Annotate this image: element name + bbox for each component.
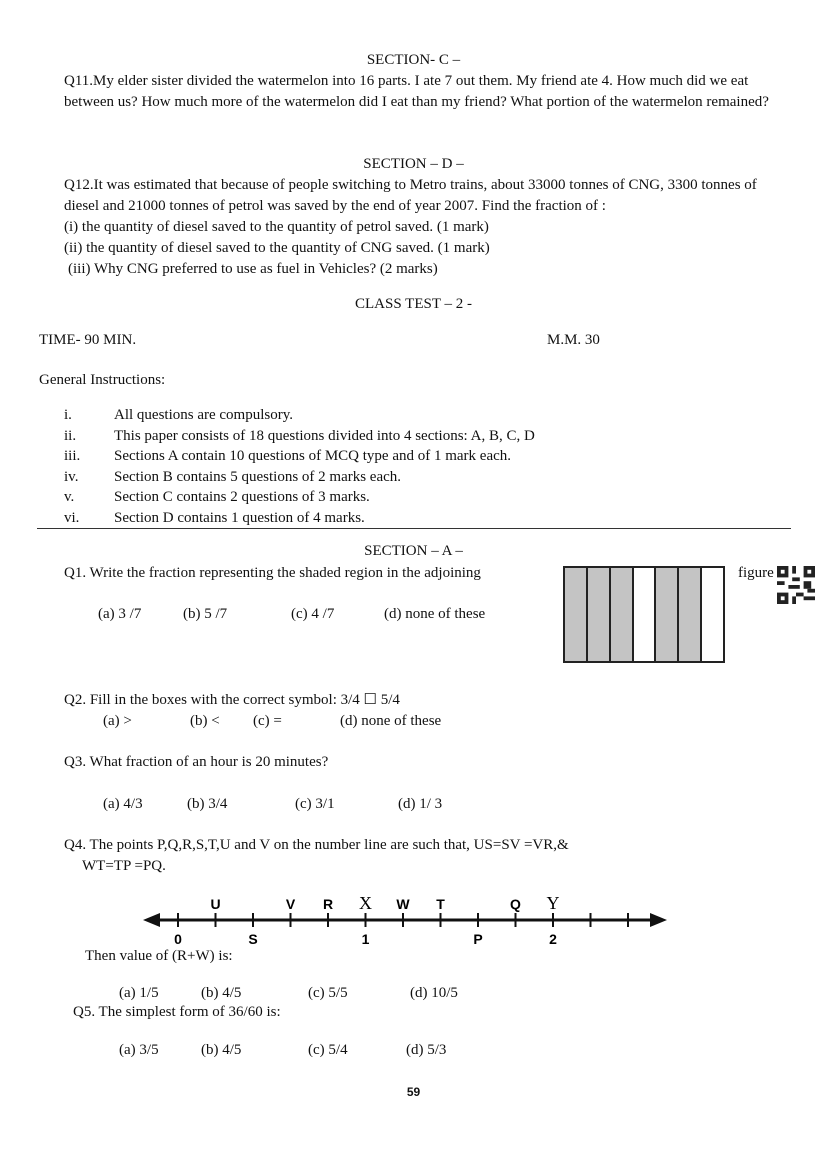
q3-text: Q3. What fraction of an hour is 20 minutes?: [64, 754, 329, 770]
q1-option-c: (c) 4 /7: [291, 606, 335, 622]
instruction-text: Section B contains 5 questions of 2 marks each.: [114, 469, 402, 485]
shaded-strip: [565, 568, 588, 661]
unshaded-strip: [634, 568, 657, 661]
q1-option-d: (d) none of these: [384, 606, 486, 622]
q3-option-a: (a) 4/3: [103, 796, 143, 812]
q5-option-a: (a) 3/5: [119, 1042, 159, 1058]
shaded-strip: [679, 568, 702, 661]
number-line-label: P: [473, 931, 483, 947]
instruction-number: iv.: [64, 469, 79, 485]
section-d-heading: SECTION – D –: [363, 156, 464, 172]
instruction-text: All questions are compulsory.: [114, 407, 293, 423]
q4-option-c: (c) 5/5: [308, 985, 348, 1001]
q1-option-b: (b) 5 /7: [183, 606, 228, 622]
section-c-heading: SECTION- C –: [366, 52, 461, 68]
q4-option-d: (d) 10/5: [410, 985, 458, 1001]
q4-prompt: Then value of (R+W) is:: [85, 948, 233, 964]
divider: [37, 528, 791, 529]
q11: Q11.My elder sister divided the watermelon into 16 parts. I ate 7 out them. My friend ate 4. How much did we eat between us? How much more of the watermelon did I eat than my friend? What portion of the watermelon remained?: [64, 73, 769, 110]
shaded-strip: [588, 568, 611, 661]
number-line-label: 1: [361, 931, 370, 947]
number-line-label: Q: [510, 896, 521, 912]
q4-text-line2: WT=TP =PQ.: [82, 858, 166, 874]
q3-option-c: (c) 3/1: [295, 796, 335, 812]
q2-text: Q2. Fill in the boxes with the correct symbol: 3/4 ☐ 5/4: [64, 692, 400, 708]
instruction-text: This paper consists of 18 questions divided into 4 sections: A, B, C, D: [114, 428, 535, 444]
number-line-label: U: [210, 896, 221, 912]
q4-option-b: (b) 4/5: [201, 985, 242, 1001]
number-line-label: X: [359, 893, 372, 913]
left-arrow-icon: [143, 913, 160, 927]
q12-part-1: (i) the quantity of diesel saved to the quantity of petrol saved. (1 mark): [64, 219, 489, 235]
q4-option-a: (a) 1/5: [119, 985, 159, 1001]
q3-option-b: (b) 3/4: [187, 796, 228, 812]
instruction-text: Section C contains 2 questions of 3 marks.: [114, 489, 370, 505]
number-line-label: W: [396, 896, 410, 912]
q3-option-d: (d) 1/ 3: [398, 796, 443, 812]
shaded-fraction-figure: [563, 566, 725, 663]
shaded-strip: [656, 568, 679, 661]
q5-option-d: (d) 5/3: [406, 1042, 447, 1058]
number-line-label: 2: [549, 931, 557, 947]
q5-text: Q5. The simplest form of 36/60 is:: [73, 1004, 281, 1020]
max-marks: M.M. 30: [547, 332, 600, 348]
q1-text-end: figure: [738, 565, 774, 581]
q4-text-line1: Q4. The points P,Q,R,S,T,U and V on the number line are such that, US=SV =VR,&: [64, 837, 569, 853]
number-line-label: Y: [546, 893, 560, 913]
number-line-label: 0: [174, 931, 182, 947]
q2-option-c: (c) =: [253, 713, 282, 729]
q12: Q12.It was estimated that because of people switching to Metro trains, about 33000 tonnes of CNG, 3300 tonnes of diesel and 21000 tonnes of petrol was saved by the end of year 2007. Find the fraction of :: [64, 177, 757, 214]
number-line: [0, 885, 827, 950]
number-line-label: V: [285, 896, 296, 912]
q1-text: Q1. Write the fraction representing the shaded region in the adjoining: [64, 565, 481, 581]
time: TIME- 90 MIN.: [39, 332, 137, 348]
q2-option-b: (b) <: [190, 713, 220, 729]
shaded-strip: [611, 568, 634, 661]
q1-option-a: (a) 3 /7: [98, 606, 142, 622]
instruction-number: i.: [64, 407, 72, 423]
number-line-label: T: [436, 896, 445, 912]
section-a-heading: SECTION – A –: [364, 543, 463, 559]
q5-option-c: (c) 5/4: [308, 1042, 348, 1058]
right-arrow-icon: [650, 913, 667, 927]
number-line-label: S: [248, 931, 258, 947]
instruction-number: ii.: [64, 428, 77, 444]
instruction-text: Section D contains 1 question of 4 marks.: [114, 510, 365, 526]
qr-code-icon: [777, 566, 815, 604]
number-line-label: R: [322, 896, 334, 912]
q5-option-b: (b) 4/5: [201, 1042, 242, 1058]
q2-option-d: (d) none of these: [340, 713, 442, 729]
instruction-number: v.: [64, 489, 75, 505]
class-test-title: CLASS TEST – 2 -: [355, 296, 472, 312]
q2-option-a: (a) >: [103, 713, 132, 729]
q12-part-2: (ii) the quantity of diesel saved to the quantity of CNG saved. (1 mark): [64, 240, 490, 256]
instruction-text: Sections A contain 10 questions of MCQ type and of 1 mark each.: [114, 448, 512, 464]
q12-part-3: (iii) Why CNG preferred to use as fuel in Vehicles? (2 marks): [68, 261, 438, 277]
unshaded-strip: [702, 568, 723, 661]
instructions-heading: General Instructions:: [39, 372, 166, 388]
instruction-number: iii.: [64, 448, 81, 464]
instruction-number: vi.: [64, 510, 80, 526]
page-number: 59: [406, 1085, 421, 1099]
